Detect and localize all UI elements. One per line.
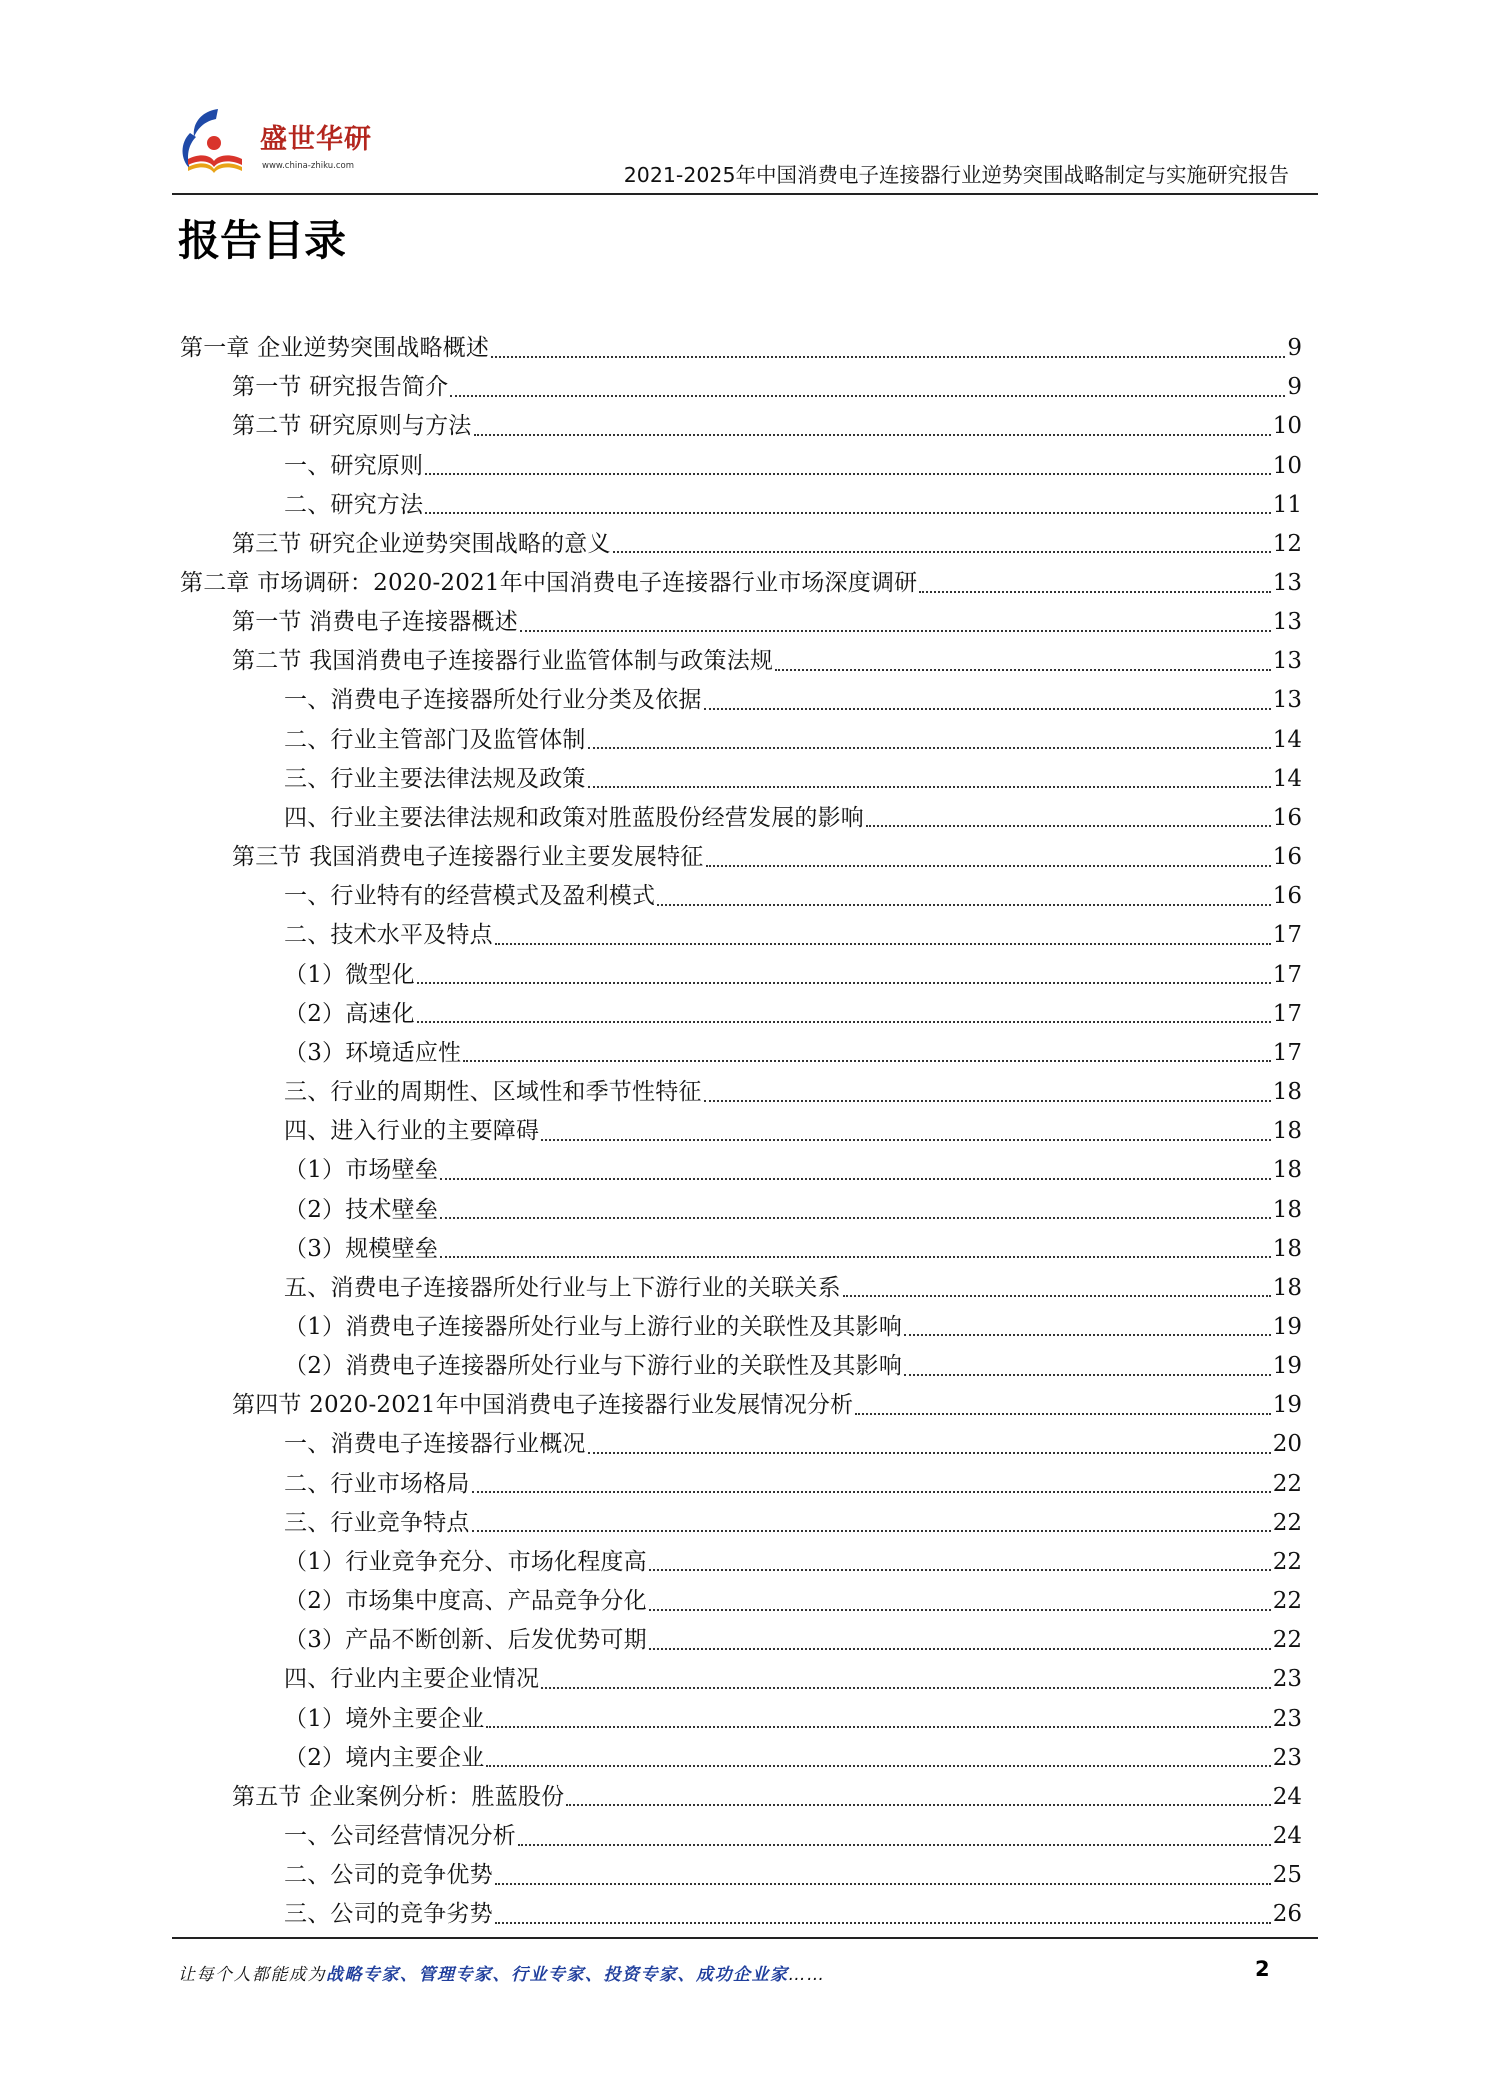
- toc-entry[interactable]: [0, 603, 1302, 642]
- toc-entry-title: 三、行业竞争特点: [284, 1509, 470, 1536]
- toc-entry-page: 18: [1272, 1079, 1302, 1106]
- slogan-prefix: 让每个人都能成为: [178, 1965, 326, 1985]
- toc-entry[interactable]: [0, 446, 1302, 485]
- toc-leader-dots: [417, 982, 1271, 984]
- toc-entry-page: 12: [1272, 530, 1302, 557]
- toc-entry-title: （3）环境适应性: [284, 1039, 462, 1066]
- toc-entry-title: 第一章 企业逆势突围战略概述: [180, 335, 490, 362]
- toc-leader-dots: [486, 1765, 1270, 1767]
- toc-entry[interactable]: [0, 1856, 1302, 1895]
- toc-entry-page: 14: [1272, 726, 1302, 753]
- toc-entry[interactable]: [0, 642, 1302, 681]
- toc-entry-title: （1）市场壁垒: [284, 1157, 439, 1184]
- toc-entry[interactable]: [0, 1582, 1302, 1621]
- toc-leader-dots: [495, 1883, 1271, 1885]
- toc-entry-title: 一、研究原则: [284, 452, 424, 479]
- toc-entry-title: （1）消费电子连接器所处行业与上游行业的关联性及其影响: [284, 1313, 903, 1340]
- toc-entry[interactable]: [0, 916, 1302, 955]
- toc-entry[interactable]: [0, 1034, 1302, 1073]
- toc-entry-page: 13: [1272, 570, 1302, 597]
- toc-leader-dots: [588, 786, 1271, 788]
- toc-leader-dots: [649, 1569, 1271, 1571]
- slogan-suffix: ……: [788, 1965, 826, 1985]
- toc-entry-page: 24: [1272, 1783, 1302, 1810]
- toc-entry[interactable]: [0, 1425, 1302, 1464]
- page-header: [0, 0, 1485, 200]
- footer-slogan: [178, 1960, 826, 1985]
- toc-entry-title: 二、技术水平及特点: [284, 922, 493, 949]
- toc-entry-title: （1）行业竞争充分、市场化程度高: [284, 1548, 647, 1575]
- toc-entry-page: 18: [1272, 1274, 1302, 1301]
- toc-leader-dots: [425, 512, 1271, 514]
- company-logo: [172, 103, 392, 183]
- toc-entry-title: 一、公司经营情况分析: [284, 1823, 516, 1850]
- toc-entry-page: 13: [1272, 648, 1302, 675]
- toc-leader-dots: [472, 1491, 1271, 1493]
- toc-entry-page: 19: [1272, 1353, 1302, 1380]
- toc-entry-title: （3）规模壁垒: [284, 1235, 439, 1262]
- toc-leader-dots: [706, 865, 1271, 867]
- toc-entry[interactable]: [0, 329, 1302, 368]
- toc-entry-page: 20: [1272, 1431, 1302, 1458]
- toc-entry-page: 10: [1272, 452, 1302, 479]
- toc-leader-dots: [588, 1452, 1271, 1454]
- toc-entry[interactable]: [0, 407, 1302, 446]
- toc-entry-page: 9: [1287, 374, 1302, 401]
- toc-entry[interactable]: [0, 1112, 1302, 1151]
- logo-book-icon: [172, 103, 256, 183]
- toc-entry[interactable]: [0, 1778, 1302, 1817]
- toc-leader-dots: [495, 1922, 1271, 1924]
- toc-entry-title: （2）境内主要企业: [284, 1744, 485, 1771]
- toc-leader-dots: [866, 825, 1271, 827]
- toc-entry[interactable]: [0, 1543, 1302, 1582]
- toc-entry-title: 第四节 2020-2021年中国消费电子连接器行业发展情况分析: [232, 1392, 854, 1419]
- toc-entry-page: 26: [1272, 1901, 1302, 1928]
- toc-entry-title: 第五节 企业案例分析：胜蓝股份: [232, 1783, 565, 1810]
- toc-entry-page: 17: [1272, 1000, 1302, 1027]
- toc-entry-title: 第二节 研究原则与方法: [232, 413, 472, 440]
- toc-entry-page: 17: [1272, 961, 1302, 988]
- toc-entry[interactable]: [0, 1073, 1302, 1112]
- toc-entry[interactable]: [0, 995, 1302, 1034]
- toc-entry[interactable]: [0, 721, 1302, 760]
- toc-entry[interactable]: [0, 1190, 1302, 1229]
- toc-entry-title: 四、行业主要法律法规和政策对胜蓝股份经营发展的影响: [284, 804, 864, 831]
- toc-leader-dots: [440, 1217, 1271, 1219]
- toc-entry[interactable]: [0, 1465, 1302, 1504]
- toc-entry[interactable]: [0, 1347, 1302, 1386]
- toc-entry-title: 第二章 市场调研：2020-2021年中国消费电子连接器行业市场深度调研: [180, 570, 918, 597]
- toc-entry[interactable]: [0, 368, 1302, 407]
- toc-entry[interactable]: [0, 1308, 1302, 1347]
- toc-leader-dots: [904, 1334, 1271, 1336]
- toc-leader-dots: [440, 1178, 1271, 1180]
- toc-leader-dots: [425, 473, 1271, 475]
- toc-leader-dots: [649, 1648, 1271, 1650]
- toc-leader-dots: [541, 1139, 1271, 1141]
- toc-entry-title: （2）技术壁垒: [284, 1196, 439, 1223]
- toc-leader-dots: [472, 1530, 1271, 1532]
- toc-entry[interactable]: [0, 877, 1302, 916]
- toc-entry[interactable]: [0, 1895, 1302, 1934]
- table-of-contents: [0, 329, 1485, 1934]
- toc-leader-dots: [613, 551, 1271, 553]
- toc-entry[interactable]: [0, 564, 1302, 603]
- toc-entry[interactable]: [0, 1660, 1302, 1699]
- toc-leader-dots: [775, 669, 1271, 671]
- toc-entry-page: 22: [1272, 1470, 1302, 1497]
- toc-entry-page: 18: [1272, 1196, 1302, 1223]
- toc-entry-page: 14: [1272, 765, 1302, 792]
- toc-leader-dots: [474, 434, 1271, 436]
- toc-entry-page: 16: [1272, 804, 1302, 831]
- toc-leader-dots: [486, 1726, 1270, 1728]
- logo-url: www.china-zhiku.com: [262, 161, 354, 171]
- toc-entry-title: （1）微型化: [284, 961, 415, 988]
- toc-entry-title: 一、行业特有的经营模式及盈利模式: [284, 883, 656, 910]
- toc-entry-title: 第三节 我国消费电子连接器行业主要发展特征: [232, 844, 704, 871]
- toc-entry-title: 第一节 研究报告简介: [232, 374, 449, 401]
- toc-entry-title: 一、消费电子连接器所处行业分类及依据: [284, 687, 702, 714]
- logo-name: 盛世华研: [260, 124, 372, 155]
- toc-entry-page: 19: [1272, 1313, 1302, 1340]
- toc-entry-title: 第二节 我国消费电子连接器行业监管体制与政策法规: [232, 648, 774, 675]
- toc-entry-page: 25: [1272, 1862, 1302, 1889]
- toc-leader-dots: [463, 1060, 1270, 1062]
- toc-leader-dots: [495, 943, 1271, 945]
- toc-entry[interactable]: [0, 838, 1302, 877]
- toc-entry[interactable]: [0, 1817, 1302, 1856]
- toc-entry[interactable]: [0, 1386, 1302, 1425]
- toc-entry[interactable]: [0, 956, 1302, 995]
- toc-entry-page: 18: [1272, 1118, 1302, 1145]
- toc-entry-page: 22: [1272, 1548, 1302, 1575]
- toc-leader-dots: [450, 395, 1285, 397]
- toc-entry-page: 23: [1272, 1705, 1302, 1732]
- toc-leader-dots: [919, 591, 1270, 593]
- toc-entry-title: 四、行业内主要企业情况: [284, 1666, 540, 1693]
- toc-entry-title: 第三节 研究企业逆势突围战略的意义: [232, 530, 611, 557]
- toc-leader-dots: [904, 1374, 1271, 1376]
- toc-entry-title: 第一节 消费电子连接器概述: [232, 609, 518, 636]
- toc-entry-title: （2）消费电子连接器所处行业与下游行业的关联性及其影响: [284, 1353, 903, 1380]
- toc-leader-dots: [649, 1609, 1271, 1611]
- toc-entry-page: 16: [1272, 883, 1302, 910]
- toc-entry[interactable]: [0, 681, 1302, 720]
- toc-entry[interactable]: [0, 1504, 1302, 1543]
- toc-leader-dots: [541, 1687, 1271, 1689]
- toc-entry-title: 一、消费电子连接器行业概况: [284, 1431, 586, 1458]
- toc-entry-title: 二、研究方法: [284, 491, 424, 518]
- toc-leader-dots: [843, 1295, 1271, 1297]
- toc-entry-page: 13: [1272, 687, 1302, 714]
- toc-entry[interactable]: [0, 1621, 1302, 1660]
- toc-entry-title: 三、行业主要法律法规及政策: [284, 765, 586, 792]
- toc-entry-page: 17: [1272, 1039, 1302, 1066]
- toc-entry-title: （1）境外主要企业: [284, 1705, 485, 1732]
- toc-entry-title: 四、进入行业的主要障碍: [284, 1118, 540, 1145]
- toc-entry[interactable]: [0, 799, 1302, 838]
- toc-entry-title: （2）市场集中度高、产品竞争分化: [284, 1588, 647, 1615]
- toc-entry[interactable]: [0, 760, 1302, 799]
- toc-entry[interactable]: [0, 1739, 1302, 1778]
- toc-entry-page: 24: [1272, 1823, 1302, 1850]
- toc-entry-page: 18: [1272, 1157, 1302, 1184]
- toc-entry-page: 23: [1272, 1666, 1302, 1693]
- toc-leader-dots: [491, 356, 1285, 358]
- toc-entry-page: 17: [1272, 922, 1302, 949]
- toc-entry-title: 五、消费电子连接器所处行业与上下游行业的关联关系: [284, 1274, 841, 1301]
- toc-entry[interactable]: [0, 1230, 1302, 1269]
- toc-leader-dots: [588, 747, 1271, 749]
- toc-entry-page: 22: [1272, 1509, 1302, 1536]
- toc-leader-dots: [520, 630, 1271, 632]
- report-title: 2021-2025年中国消费电子连接器行业逆势突围战略制定与实施研究报告: [623, 163, 1289, 187]
- toc-entry-page: 18: [1272, 1235, 1302, 1262]
- toc-entry-title: 三、公司的竞争劣势: [284, 1901, 493, 1928]
- toc-entry-title: 二、行业市场格局: [284, 1470, 470, 1497]
- toc-leader-dots: [440, 1256, 1271, 1258]
- toc-leader-dots: [417, 1021, 1271, 1023]
- toc-entry-title: 二、公司的竞争优势: [284, 1862, 493, 1889]
- toc-entry[interactable]: [0, 1699, 1302, 1738]
- toc-entry-page: 19: [1272, 1392, 1302, 1419]
- toc-leader-dots: [657, 904, 1271, 906]
- toc-entry[interactable]: [0, 486, 1302, 525]
- toc-entry-page: 10: [1272, 413, 1302, 440]
- toc-entry-page: 22: [1272, 1588, 1302, 1615]
- page-heading: 报告目录: [178, 216, 347, 265]
- toc-entry-title: （2）高速化: [284, 1000, 415, 1027]
- slogan-highlight: 战略专家、管理专家、行业专家、投资专家、成功企业家: [326, 1965, 789, 1985]
- toc-entry-page: 23: [1272, 1744, 1302, 1771]
- toc-entry-title: 二、行业主管部门及监管体制: [284, 726, 586, 753]
- toc-entry-title: （3）产品不断创新、后发优势可期: [284, 1627, 647, 1654]
- toc-entry-title: 三、行业的周期性、区域性和季节性特征: [284, 1079, 702, 1106]
- toc-entry-page: 13: [1272, 609, 1302, 636]
- toc-entry-page: 16: [1272, 844, 1302, 871]
- toc-entry[interactable]: [0, 1151, 1302, 1190]
- page-number: 2: [1255, 1957, 1270, 1981]
- header-divider: [172, 193, 1318, 195]
- toc-leader-dots: [855, 1413, 1270, 1415]
- toc-leader-dots: [518, 1844, 1271, 1846]
- toc-entry-page: 11: [1272, 491, 1302, 518]
- toc-entry-page: 22: [1272, 1627, 1302, 1654]
- footer-divider: [172, 1937, 1318, 1939]
- toc-entry[interactable]: [0, 525, 1302, 564]
- toc-leader-dots: [704, 708, 1271, 710]
- toc-leader-dots: [704, 1100, 1271, 1102]
- toc-entry-page: 9: [1287, 335, 1302, 362]
- toc-entry[interactable]: [0, 1269, 1302, 1308]
- toc-leader-dots: [566, 1804, 1270, 1806]
